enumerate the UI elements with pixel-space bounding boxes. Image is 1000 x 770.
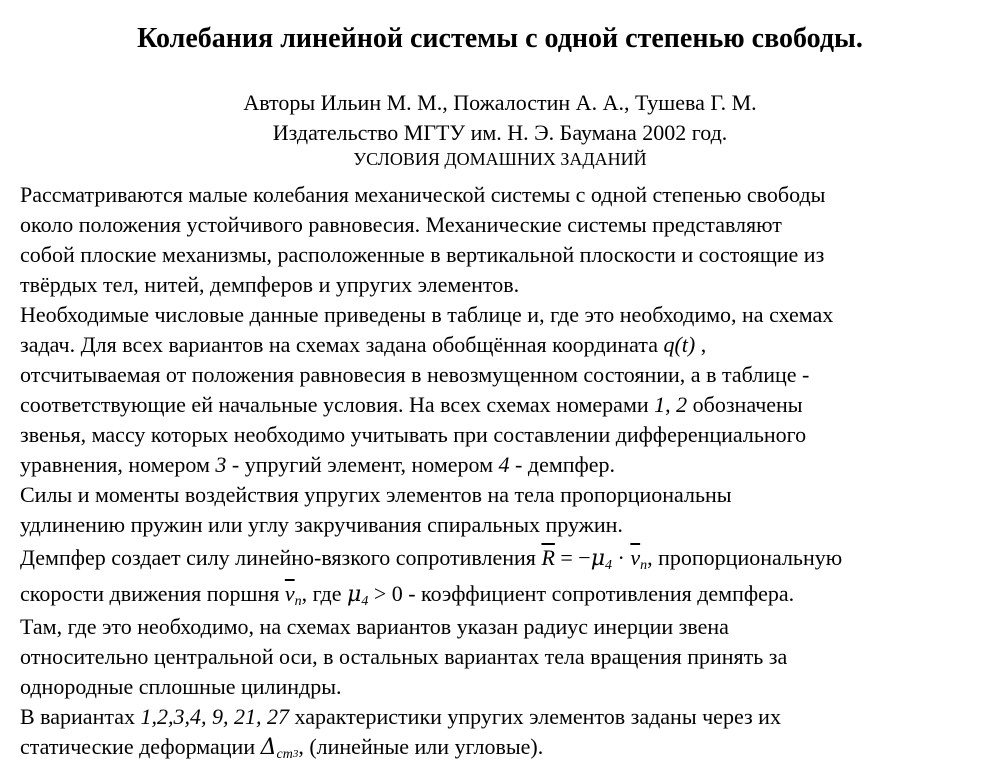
text-fragment: соответствующие ей начальные условия. На всех схемах номерами — [20, 392, 655, 417]
text-line: однородные сплошные цилиндры. — [20, 674, 342, 699]
formula-operator: · — [612, 545, 631, 570]
text-fragment: характеристики упругих элементов заданы через их — [289, 704, 781, 729]
formula-subscript: 4 — [605, 558, 613, 573]
static-deformation-formula — [261, 732, 299, 770]
paragraph-4 — [20, 540, 995, 612]
text-line: Рассматриваются малые колебания механической системы с одной степенью свободы — [20, 182, 826, 207]
text-fragment: обозначены — [687, 392, 803, 417]
document-title: Колебания линейной системы с одной степенью свободы. — [137, 23, 863, 54]
formula-subscript: ст — [276, 747, 293, 762]
text-fragment: , пропорциональную — [647, 545, 843, 570]
text-line: собой плоские механизмы, расположенные в вертикальной плоскости и состоящие из — [20, 242, 825, 267]
text-line — [20, 390, 995, 420]
document-body — [20, 180, 995, 762]
text-fragment: , где — [301, 581, 347, 606]
text-line: удлинению пружин или углу закручивания спиральных пружин. — [20, 512, 623, 537]
formula-symbol: μ — [590, 546, 606, 571]
text-fragment: уравнения, номером — [20, 452, 216, 477]
text-fragment: В вариантах — [20, 704, 141, 729]
paragraph-6 — [20, 702, 995, 762]
text-line: Там, где это необходимо, на схемах вариантов указан радиус инерции звена — [20, 614, 729, 639]
text-line — [20, 732, 995, 762]
velocity-vector: $\overline{v}$ — [284, 581, 295, 606]
text-line: отсчитываемая от положения равновесия в невозмущенном состоянии, а в таблице - — [20, 362, 810, 387]
number-ref: 1 — [654, 392, 666, 417]
text-line: Необходимые числовые данные приведены в таблице и, где это необходимо, на схемах — [20, 302, 834, 327]
text-line — [20, 540, 995, 576]
text-fragment: , — [665, 392, 677, 417]
formula-subscript: 4 — [361, 594, 369, 609]
number-ref: 3 — [215, 452, 227, 477]
generalized-coordinate: q(t) — [663, 332, 696, 357]
paragraph-5 — [20, 612, 995, 702]
text-fragment: - упругий элемент, номером — [226, 452, 499, 477]
text-fragment: статические деформации — [20, 734, 261, 759]
text-fragment: , — [695, 332, 707, 357]
formula-operator: = − — [554, 545, 591, 570]
text-fragment: - демпфер. — [509, 452, 616, 477]
text-line: твёрдых тел, нитей, демпферов и упругих элементов. — [20, 272, 520, 297]
velocity-vector: $\overline{v}$ — [630, 545, 641, 570]
formula-symbol: μ — [347, 582, 362, 607]
authors-line: Авторы Ильин М. М., Пожалостин А. А., Тушева Г. М. — [243, 90, 757, 115]
text-fragment: Демпфер создает силу линейно-вязкого сопротивления — [20, 545, 542, 570]
paragraph-3 — [20, 480, 995, 540]
paragraph-2 — [20, 300, 995, 480]
formula-subscript: n — [640, 558, 648, 573]
text-fragment: скорости движения поршня — [20, 581, 285, 606]
text-line: звенья, массу которых необходимо учитывать при составлении дифференциального — [20, 422, 807, 447]
number-ref: 2 — [676, 392, 688, 417]
text-line: около положения устойчивого равновесия. Механические системы представляют — [20, 212, 782, 237]
formula-subscript: n — [294, 594, 302, 609]
paragraph-1 — [20, 180, 995, 300]
variant-list: 1,2,3,4, 9, 21, 27 — [140, 704, 289, 729]
text-line — [20, 450, 995, 480]
text-line — [20, 702, 995, 732]
publisher-line: Издательство МГТУ им. Н. Э. Баумана 2002 год. — [272, 120, 728, 145]
text-line: Силы и моменты воздействия упругих элементов на тела пропорциональны — [20, 482, 732, 507]
text-fragment: - коэффициент сопротивления демпфера. — [402, 581, 795, 606]
text-fragment: задач. Для всех вариантов на схемах задана обобщённая координата — [20, 332, 664, 357]
number-ref: 4 — [498, 452, 510, 477]
text-line — [20, 576, 995, 612]
formula-symbol: Δ — [260, 735, 277, 760]
section-subtitle: УСЛОВИЯ ДОМАШНИХ ЗАДАНИЙ — [353, 149, 647, 169]
text-fragment: , (линейные или угловые). — [298, 734, 544, 759]
formula-operator: > 0 — [368, 581, 403, 606]
formula-subscript: 3 — [292, 748, 299, 760]
text-line: относительно центральной оси, в остальных вариантах тела вращения принять за — [20, 644, 788, 669]
text-line — [20, 330, 995, 360]
force-vector: $\overline{R}$ — [541, 545, 555, 570]
